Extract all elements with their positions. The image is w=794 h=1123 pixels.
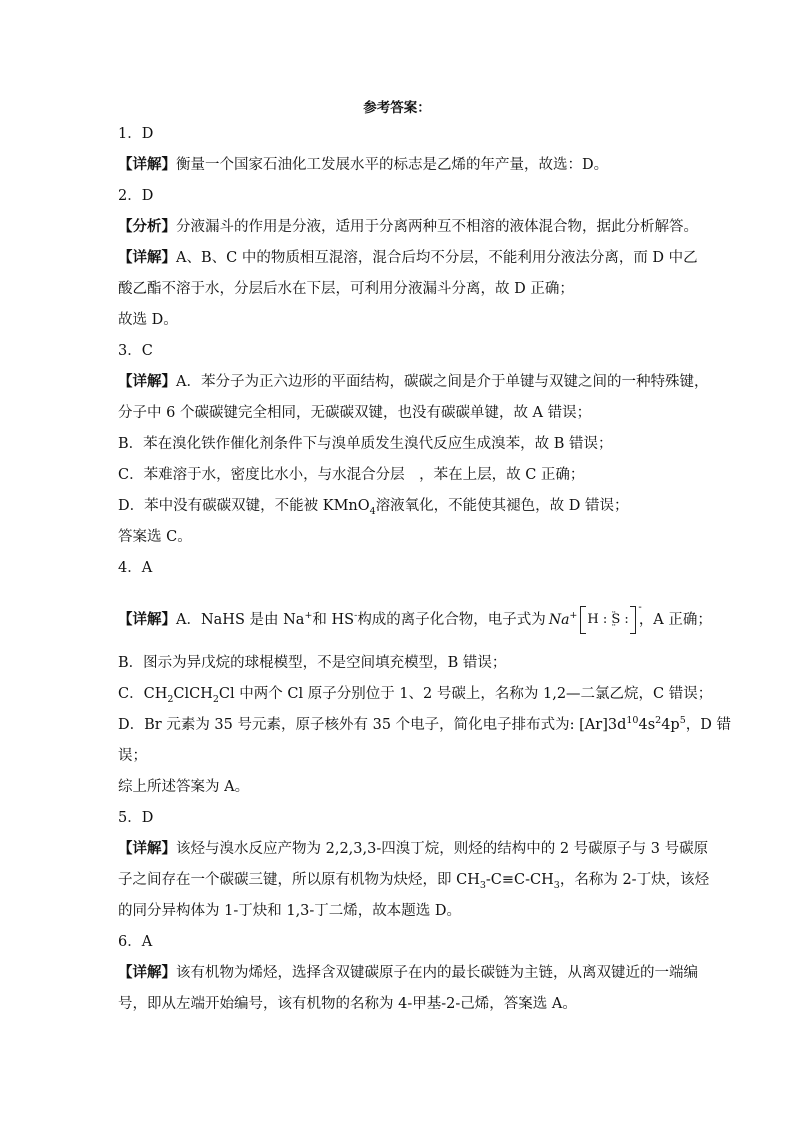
detail-tag: 【详解】 [118,840,176,857]
formula-h: H [587,612,599,627]
q2-explanation-line-2: 酸乙酯不溶于水，分层后水在下层，可利用分液漏斗分离，故 D 正确； [118,281,574,297]
superscript: 2 [655,715,662,727]
q5-text-2b: -C≡C-CH [485,872,554,888]
q4-text-4c: 4p [661,717,680,733]
q4-explanation-line-2: B．图示为异戊烷的球棍模型，不是空间填充模型，B 错误； [118,655,507,671]
q2-analysis-text: 分液漏斗的作用是分液，适用于分离两种互不相溶的液体混合物，据此分析解答。 [176,219,698,235]
q4-explanation-line-4 [118,715,731,735]
q4-text-1a: A．NaHS 是由 Na [176,612,305,628]
q3-text-5a: D．苯中没有碳碳双键，不能被 KMnO [118,498,370,514]
q5-explanation-line-3: 的同分异构体为 1-丁炔和 1,3-丁二烯，故本题选 D。 [118,903,462,919]
q4-text-4d: ，D 错 [685,717,732,733]
q5-explanation-line-1 [118,839,708,859]
subscript: 3 [479,879,486,891]
q1-text: 衡量一个国家石油化工发展水平的标志是乙烯的年产量，故选：D。 [176,157,609,173]
q3-explanation-line-5 [118,496,629,516]
q4-text-4b: 4s [638,717,656,733]
q3-text-1: A．苯分子为正六边形的平面结构，碳碳之间是介于单键与双键之间的一种特殊键， [176,374,709,390]
q4-text-4a: D．Br 元素为 35 号元素，原子核外有 35 个电子，简化电子排布式为: [Ar]3d [118,717,627,733]
q3-explanation-line-4: C．苯难溶于水，密度比水小，与水混合分层 ，苯在上层，故 C 正确； [118,467,585,483]
q3-text-5b: 溶液氧化，不能使其褪色，故 D 错误； [375,498,629,514]
q4-text-3b: ClCH [173,686,213,702]
superscript: 10 [626,715,639,727]
answer-number-2: 2．D [118,188,154,204]
q3-explanation-line-6: 答案选 C。 [118,529,192,545]
q2-text-1: A、B、C 中的物质相互混溶，混合后均不分层，不能利用分液法分离，而 D 中乙 [176,250,698,266]
q3-explanation-line-2: 分子中 6 个碳碳键完全相同，无碳碳双键，也没有碳碳单键，故 A 错误； [118,405,592,421]
q2-explanation-line-3: 故选 D。 [118,312,178,328]
q2-analysis [118,217,698,237]
q4-text-3a: C．CH [118,686,168,702]
subscript: 3 [553,879,560,891]
formula-minus: - [638,602,642,613]
formula-plus: + [569,610,578,622]
analysis-tag: 【分析】 [118,218,176,235]
detail-tag: 【详解】 [118,964,176,981]
subscript: 2 [212,693,219,705]
superscript: 5 [679,715,686,727]
q4-explanation-line-5: 误； [118,748,147,764]
detail-tag: 【详解】 [118,611,176,628]
q4-explanation-line-6: 综上所述答案为 A。 [118,779,250,795]
formula-na: Na [548,612,570,628]
q5-text-2c: ，名称为 2-丁炔，该烃 [559,872,710,888]
q1-explanation [118,155,608,175]
detail-tag: 【详解】 [118,249,176,266]
answer-number-1: 1．D [118,126,154,142]
page-title: 参考答案： [363,100,431,116]
q6-text-1: 该有机物为烯烃，选择含双键碳原子在内的最长碳链为主链，从离双键近的一端编 [176,965,698,981]
superscript: + [304,610,313,622]
detail-tag: 【详解】 [118,156,176,173]
electron-formula-nahs [548,602,642,634]
q5-text-1: 该烃与溴水反应产物为 2,2,3,3-四溴丁烷，则烃的结构中的 2 号碳原子与 3 号碳原 [176,841,709,857]
answer-number-3: 3．C [118,343,153,359]
answer-number-6: 6．A [118,934,153,950]
q4-explanation-line-3 [118,684,712,704]
q4-text-3c: Cl 中两个 Cl 原子分别位于 1、2 号碳上，名称为 1,2—二氯乙烷，C 错误； [218,686,713,702]
q5-explanation-line-2 [118,870,709,890]
q3-explanation-line-3: B．苯在溴化铁作催化剂条件下与溴单质发生溴代反应生成溴苯，故 B 错误； [118,436,613,452]
formula-s: ·· S ·· [611,612,620,627]
q6-explanation-line-2: 号，即从左端开始编号，该有机物的名称为 4-甲基-2-己烯，答案选 A。 [118,996,577,1012]
detail-tag: 【详解】 [118,373,176,390]
q3-explanation-line-1 [118,372,708,392]
superscript: - [354,610,358,622]
q4-text-1c: 构成的离子化合物，电子式为 [357,612,546,628]
q5-text-2a: 子之间存在一个碳碳三键，所以原有机物为炔烃，即 CH [118,872,480,888]
q6-explanation-line-1 [118,963,698,983]
subscript: 4 [369,505,376,517]
answer-number-5: 5．D [118,810,154,826]
subscript: 2 [167,693,174,705]
formula-bracket: H : ·· S ·· : - [580,606,635,634]
answer-number-4: 4．A [118,560,153,576]
q4-text-1d: ，A 正确； [638,612,712,628]
q2-explanation-line-1 [118,248,698,268]
q4-explanation-line-1 [118,602,712,634]
q4-text-1b: 和 HS [312,612,355,628]
